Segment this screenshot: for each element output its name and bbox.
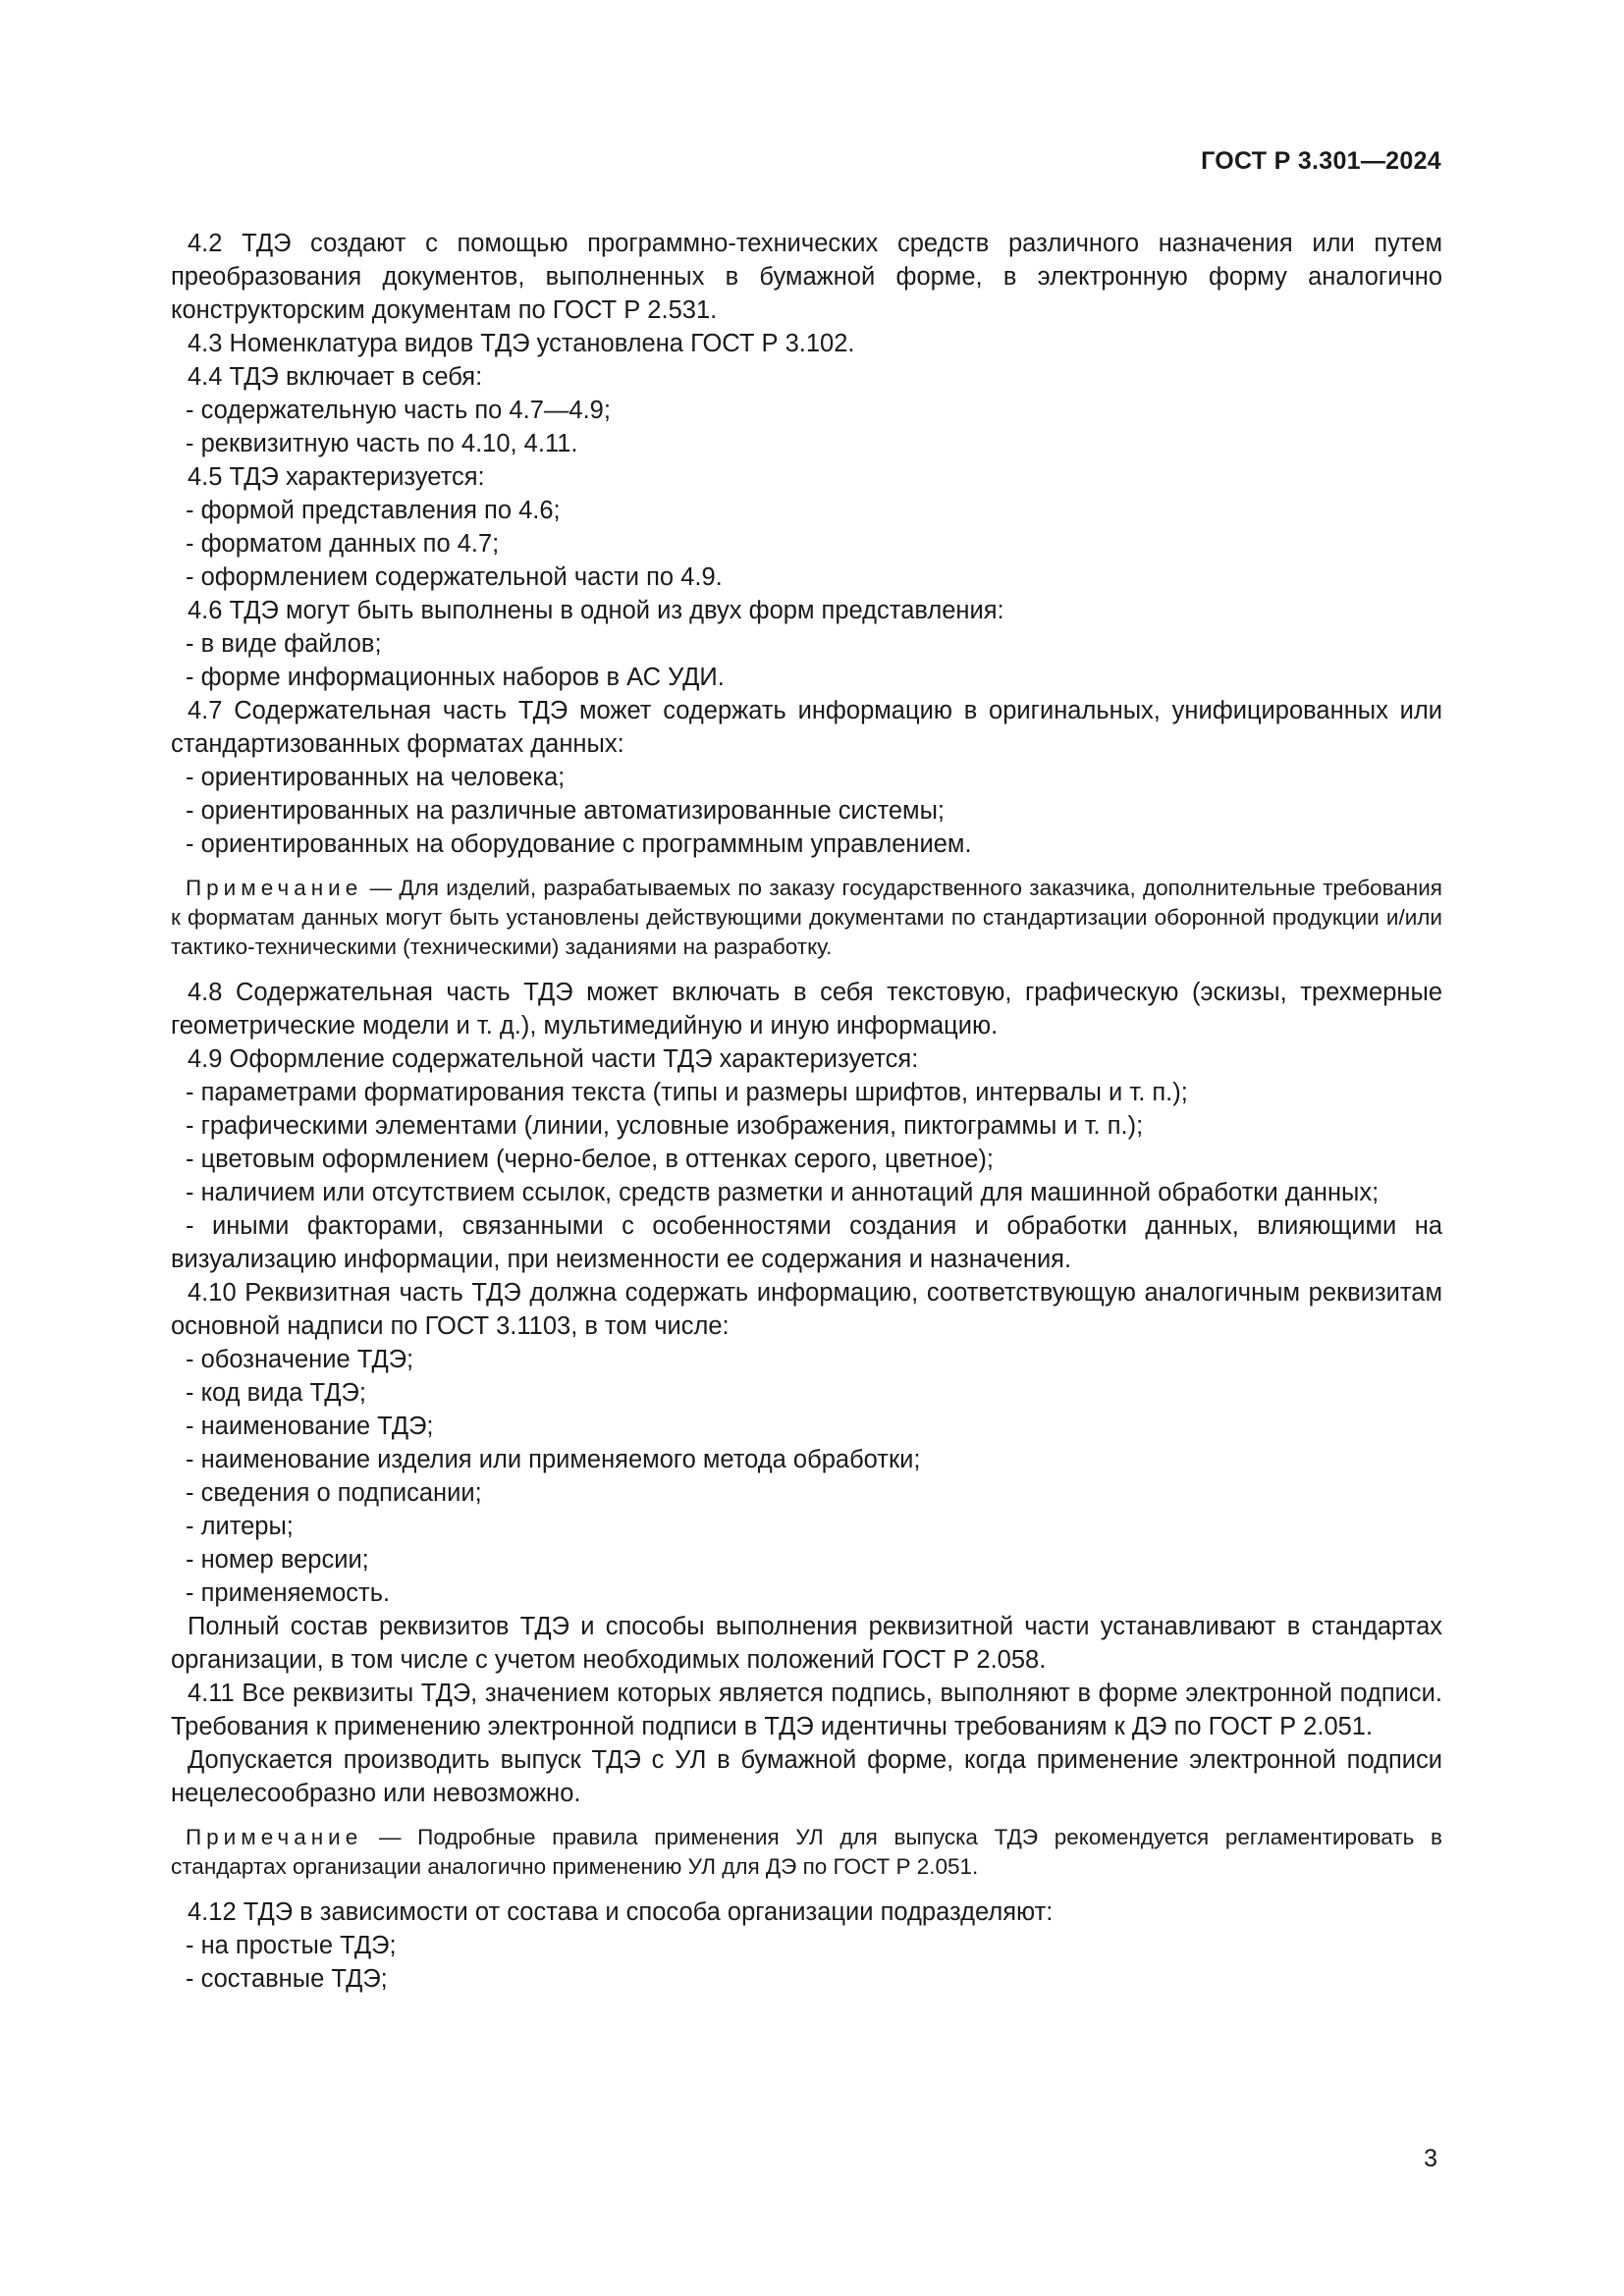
paragraph-4-3: 4.3 Номенклатура видов ТДЭ установлена ГОСТ Р 3.102. (188, 330, 855, 357)
paragraph-full-composition: Полный состав реквизитов ТДЭ и способы выполнения реквизитной части устанавливают в стандартах организации, в том числе с учетом необходимых положений ГОСТ Р 2.058. (171, 1613, 1442, 1674)
list-item: - иными факторами, связанными с особенностями создания и обработки данных, влияющими на визуализацию информации, при неизменности ее содержания и назначения. (171, 1212, 1442, 1273)
list-item: - на простые ТДЭ; (186, 1932, 397, 1959)
list-item: - наименование ТДЭ; (186, 1413, 434, 1440)
note-1 (171, 874, 1442, 962)
list-item: - в виде файлов; (186, 630, 382, 658)
list-item: - форме информационных наборов в АС УДИ. (186, 664, 725, 691)
paragraph-4-9: 4.9 Оформление содержательной части ТДЭ характеризуется: (188, 1045, 919, 1073)
list-item: - код вида ТДЭ; (186, 1379, 366, 1407)
list-item: - применяемость. (186, 1579, 391, 1607)
list-item: - составные ТДЭ; (186, 1965, 388, 1993)
note-2 (171, 1823, 1442, 1882)
note-text: — Подробные правила применения УЛ для выпуска ТДЭ рекомендуется регламентировать в стандартах организации аналогично применению УЛ для ДЭ по ГОСТ Р 2.051. (171, 1825, 1442, 1879)
paragraph-4-6: 4.6 ТДЭ могут быть выполнены в одной из двух форм представления: (188, 597, 1004, 624)
list-item: - номер версии; (186, 1546, 369, 1574)
list-item: - содержательную часть по 4.7—4.9; (186, 397, 611, 424)
list-item: - цветовым оформлением (черно-белое, в оттенках серого, цветное); (186, 1146, 994, 1173)
note-label: Примечание (186, 876, 363, 900)
list-item: - ориентированных на различные автоматизированные системы; (186, 797, 946, 825)
list-item: - наличием или отсутствием ссылок, средств разметки и аннотаций для машинной обработки данных; (186, 1179, 1380, 1206)
list-item: - реквизитную часть по 4.10, 4.11. (186, 430, 578, 457)
list-item: - параметрами форматирования текста (типы и размеры шрифтов, интервалы и т. п.); (186, 1079, 1188, 1106)
list-item: - обозначение ТДЭ; (186, 1346, 414, 1373)
paragraph-4-12: 4.12 ТДЭ в зависимости от состава и способа организации подразделяют: (188, 1898, 1054, 1926)
paragraph-paper-release: Допускается производить выпуск ТДЭ с УЛ в бумажной форме, когда применение электронной подписи нецелесообразно или невозможно. (171, 1746, 1442, 1807)
paragraph-4-10: 4.10 Реквизитная часть ТДЭ должна содержать информацию, соответствующую аналогичным реквизитам основной надписи по ГОСТ 3.1103, в том числе: (171, 1279, 1442, 1340)
page-body (171, 227, 1442, 1996)
list-item: - ориентированных на человека; (186, 764, 566, 791)
list-item: - оформлением содержательной части по 4.9. (186, 563, 723, 591)
document-code-header: ГОСТ Р 3.301—2024 (1201, 147, 1441, 175)
note-label: Примечание (186, 1825, 363, 1849)
note-text: — Для изделий, разрабатываемых по заказу государственного заказчика, дополнительные требования к форматам данных могут быть установлены действующими документами по стандартизации оборонной продукции и/или тактико-техническими (техническими) заданиями на разработку. (171, 876, 1442, 959)
paragraph-4-7: 4.7 Содержательная часть ТДЭ может содержать информацию в оригинальных, унифицированных или стандартизованных форматах данных: (171, 697, 1442, 758)
paragraph-4-5: 4.5 ТДЭ характеризуется: (188, 463, 485, 491)
page-number: 3 (1424, 2145, 1437, 2172)
list-item: - сведения о подписании; (186, 1479, 482, 1507)
paragraph-4-8: 4.8 Содержательная часть ТДЭ может включать в себя текстовую, графическую (эскизы, трехмерные геометрические модели и т. д.), мультимедийную и иную информацию. (171, 979, 1442, 1040)
paragraph-4-2: 4.2 ТДЭ создают с помощью программно-технических средств различного назначения или путем преобразования документов, выполненных в бумажной форме, в электронную форму аналогично конструкторским документам по ГОСТ Р 2.531. (171, 230, 1442, 324)
paragraph-4-4: 4.4 ТДЭ включает в себя: (188, 363, 483, 391)
list-item: - литеры; (186, 1513, 294, 1540)
list-item: - ориентированных на оборудование с программным управлением. (186, 830, 972, 858)
list-item: - форматом данных по 4.7; (186, 530, 500, 558)
list-item: - формой представления по 4.6; (186, 497, 561, 524)
list-item: - наименование изделия или применяемого метода обработки; (186, 1446, 921, 1473)
paragraph-4-11: 4.11 Все реквизиты ТДЭ, значением которых является подпись, выполняют в форме электронной подписи. Требования к применению электронной подписи в ТДЭ идентичны требованиям к ДЭ по ГОСТ Р 2.051. (171, 1680, 1442, 1740)
list-item: - графическими элементами (линии, условные изображения, пиктограммы и т. п.); (186, 1112, 1144, 1140)
